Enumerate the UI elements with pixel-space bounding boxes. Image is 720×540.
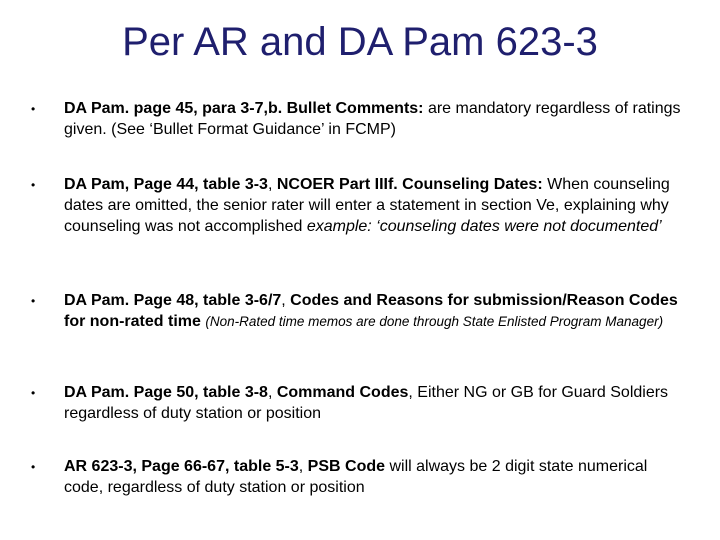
separator: ,	[267, 384, 277, 401]
separator: ,	[298, 458, 308, 475]
example-text: example: ‘counseling dates were not documented’	[306, 218, 662, 235]
reference-label: DA Pam. page 45, para 3-7,b. Bullet Comments:	[64, 100, 424, 117]
list-item-text	[64, 98, 684, 140]
list-item-text	[64, 174, 684, 237]
separator: ,	[267, 176, 277, 193]
topic-label: NCOER Part IIIf. Counseling Dates:	[276, 176, 543, 193]
reference-label: DA Pam, Page 44, table 3-3	[64, 176, 268, 193]
topic-label: Command Codes	[276, 384, 409, 401]
item-body: , Either NG or GB for Guard Soldiers regardless of duty station or position	[64, 384, 669, 422]
item-body: When counseling dates are omitted, the senior rater will enter a statement in section Ve, explaining why counseling was not accomplished	[64, 176, 670, 235]
bullet-icon: •	[31, 460, 36, 474]
item-body: are mandatory regardless of ratings given. (See ‘Bullet Format Guidance’ in FCMP)	[64, 100, 681, 138]
reference-label: AR 623-3, Page 66-67, table 5-3	[64, 458, 299, 475]
topic-label: Codes and Reasons for submission/Reason Codes for non-rated time	[64, 292, 678, 330]
list-item-text	[64, 290, 684, 332]
topic-label: PSB Code	[307, 458, 386, 475]
item-body: will always be 2 digit state numerical code, regardless of duty station or position	[64, 458, 648, 496]
bullet-icon: •	[31, 178, 36, 192]
separator: ,	[281, 292, 291, 309]
note-text: (Non-Rated time memos are done through State Enlisted Program Manager)	[205, 314, 664, 329]
bullet-icon: •	[31, 294, 36, 308]
list-item-text	[64, 456, 684, 498]
reference-label: DA Pam. Page 50, table 3-8	[64, 384, 268, 401]
list-item-text	[64, 382, 684, 424]
bullet-icon: •	[31, 386, 36, 400]
slide-title: Per AR and DA Pam 623-3	[122, 20, 598, 64]
bullet-icon: •	[31, 102, 36, 116]
reference-label: DA Pam. Page 48, table 3-6/7	[64, 292, 282, 309]
